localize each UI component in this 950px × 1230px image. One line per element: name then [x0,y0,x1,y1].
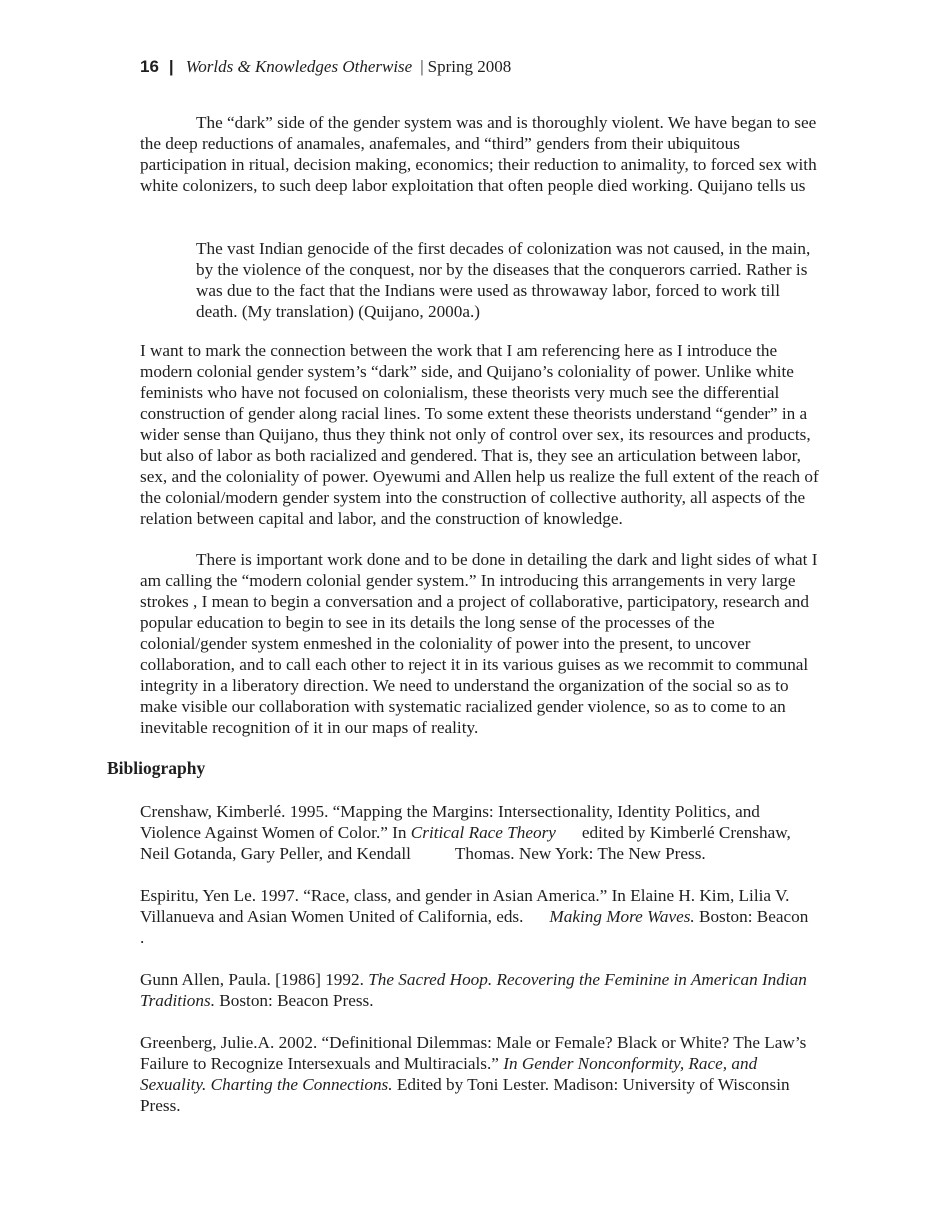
bib-entry-greenberg [140,1032,820,1116]
bib-crenshaw-publisher: Thomas. New York: The New Press. [454,844,706,863]
block-quote-quijano: The vast Indian genocide of the first decades of colonization was not caused, in the main, by the violence of the conquest, nor by the diseases that the conquerors carried. Rather is was due to the fact that the Indians were used as throwaway labor, forced to work till death. (My translation) (Quijano, 2000a.) [196,239,811,321]
issue-separator: | [420,57,424,76]
bib-espiritu-period: . [140,928,145,947]
bib-greenberg-text: Greenberg, Julie.A. 2002. “Definitional Dilemmas: Male or Female? Black or White? The Law’s Failure to Recognize Intersexuals and Multiracials.” [140,1033,807,1073]
bib-gunn-allen-text: Gunn Allen, Paula. [1986] 1992. [140,970,369,989]
bib-espiritu-publisher: Boston: Beacon [694,907,809,926]
journal-title: Worlds & Knowledges Otherwise [185,57,413,76]
paragraph-connection: I want to mark the connection between the work that I am referencing here as I introduce the modern colonial gender system’s “dark” side, and Quijano’s coloniality of power. Unlike white feminists who have not focused on colonialism, these theorists very much see the differential construction of gender along racial lines. To some extent these theorists understand “gender” in a wider sense than Quijano, thus they think not only of control over sex, its resources and products, but also of labor as both racialized and gendered. That is, they see an articulation between labor, sex, and the coloniality of power. Oyewumi and Allen help us realize the full extent of the reach of the colonial/modern gender system into the construction of collective authority, all aspects of the relation between capital and labor, and the construction of knowledge. [140,341,819,528]
bib-espiritu-title: Making More Waves. [549,907,695,926]
bib-crenshaw-editors: edited by Kimberlé Crenshaw, Neil Gotanda, Gary Peller, and Kendall [140,823,791,863]
bib-crenshaw-title: Critical Race Theory [410,823,556,842]
paragraph-important-work: There is important work done and to be done in detailing the dark and light sides of what I am calling the “modern colonial gender system.” In introducing this arrangements in very large strokes , I mean to begin a conversation and a project of collaborative, participatory, research and popular education to begin to see in its details the long sense of the processes of the colonial/gender system enmeshed in the coloniality of power into the present, to uncover collaboration, and to call each other to reject it in its various guises as we recommit to communal integrity in a liberatory direction. We need to understand the organization of the social so as to make visible our collaboration with systematic racialized gender violence, so as to come to an inevitable recognition of it in our maps of reality. [140,550,818,737]
bib-gunn-allen-publisher: Boston: Beacon Press. [215,991,374,1010]
page-number: 16 [140,57,159,76]
bib-entry-espiritu [140,885,820,948]
running-header [140,56,511,78]
bib-greenberg-title: In Gender Nonconformity, Race, and Sexuality. Charting the Connections. [140,1054,758,1094]
issue-label: Spring 2008 [427,57,512,76]
bib-crenshaw-text: Crenshaw, Kimberlé. 1995. “Mapping the Margins: Intersectionality, Identity Politics, and Violence Against Women of Color.” In [140,802,760,842]
bibliography-heading: Bibliography [107,758,206,778]
bib-entry-gunn-allen [140,969,820,1011]
bib-gunn-allen-title: The Sacred Hoop. Recovering the Feminine in American Indian Traditions. [140,970,807,1010]
bib-greenberg-publisher: Edited by Toni Lester. Madison: University of Wisconsin Press. [140,1075,790,1115]
bib-entry-crenshaw [140,801,820,864]
header-separator: | [168,57,174,76]
paragraph-dark-side: The “dark” side of the gender system was and is thoroughly violent. We have began to see the deep reductions of anamales, anafemales, and “third” genders from their ubiquitous participation in ritual, decision making, economics; their reduction to animality, to forced sex with white colonizers, to such deep labor exploitation that often people died working. Quijano tells us [140,113,817,195]
bib-espiritu-text: Espiritu, Yen Le. 1997. “Race, class, and gender in Asian America.” In Elaine H. Kim, Lilia V. Villanueva and Asian Women United of California, eds. [140,886,790,926]
